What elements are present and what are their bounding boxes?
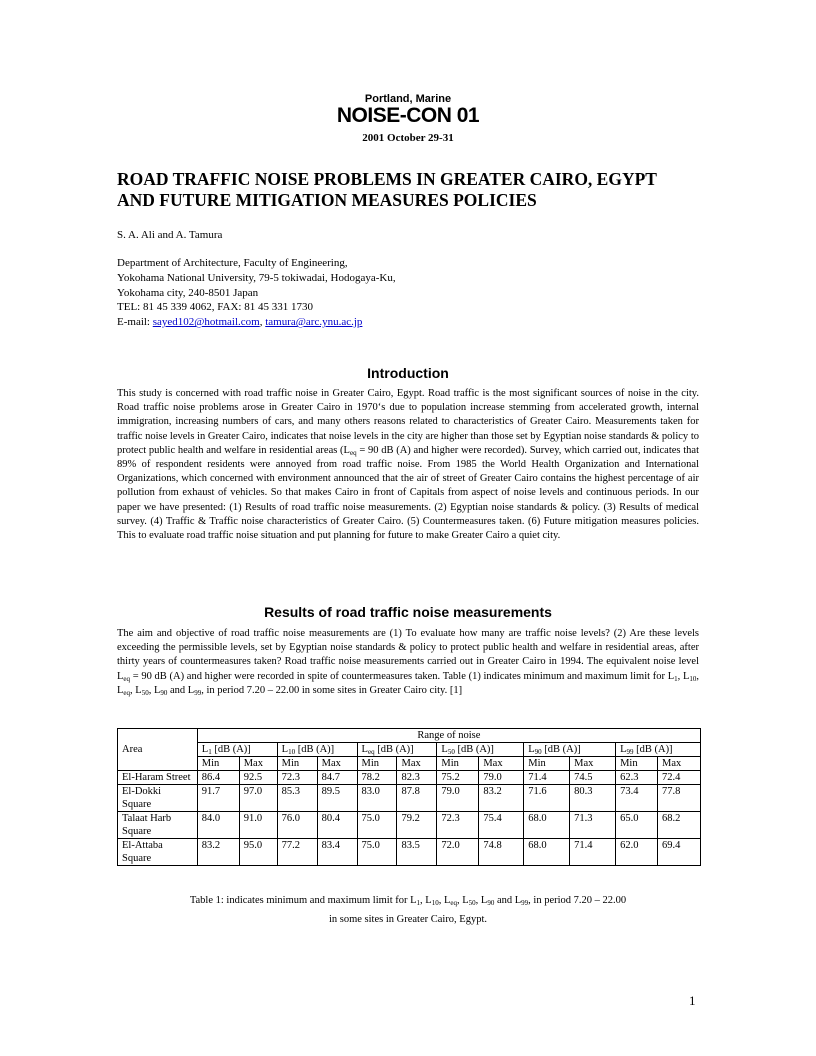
email-link-ali[interactable]: sayed102@hotmail.com [152,316,260,329]
noise-value: 75.4 [479,812,524,839]
max-header: Max [239,757,277,771]
noise-value: 79.0 [437,785,479,812]
noise-value: 76.0 [277,812,317,839]
noise-value: 83.5 [397,839,437,866]
contact-phone-fax: TEL: 81 45 339 4062, FAX: 81 45 331 1730 [117,301,313,314]
level-header: $L_{eq}$ [dB (A)] [357,743,437,757]
noise-value: 79.0 [479,771,524,785]
affiliation-line: Yokohama city, 240-8501 Japan [117,286,259,299]
noise-value: 75.2 [437,771,479,785]
noise-value: 72.0 [437,839,479,866]
level-header: $L_{10}$ [dB (A)] [277,743,357,757]
noise-value: 87.8 [397,785,437,812]
table-header-row [118,729,701,743]
noise-value: 83.4 [317,839,357,866]
introduction-paragraph: This study is concerned with road traffic noise in Greater Cairo, Egypt. Road traffic is the most significant sources of noise in the city. Road traffic noise problems arose in Greater Cairo in 1970‘s due to population increase stemming from accelerated growth, internal immigration, increasing numbers of cars, and many others reasons related to characteristics of Greater Cairo. Measurements taken for traffic noise levels in Greater Cairo, indicates that noise levels in the city are higher than those set by Egyptian noise standards & policy to protect public health and welfare in residential areas ($L_{eq} = 90$ dB (A) and higher were recorded). Survey, which carried out, indicates that 89% of respondent residents were annoyed from road traffic noise. From 1985 the World Health Organization and International Organizations, which concerned with environment announced that the air of street of Greater Cairo contains the highest percentage of air pollution from exhaust of vehicles. So that makes Cairo in front of Capitals from aspect of noise levels and continuous periods. In our paper we have presented: (1) Results of road traffic noise measurements. (2) Egyptian noise standards & policy. (3) Results of medical survey. (4) Traffic & Traffic noise characteristics of Greater Cairo. (5) Countermeasures taken. (6) Future mitigation measures policies. This to evaluate road traffic noise situation and put planning for future to make Greater Cairo a quiet city. [117,388,699,542]
noise-value: 75.0 [357,839,397,866]
noise-value: 78.2 [357,771,397,785]
max-header: Max [657,757,700,771]
paper-title [117,169,717,211]
results-paragraph: The aim and objective of road traffic noise measurements are (1) To evaluate how many are traffic noise levels? (2) Are these levels exceeding the permissible levels, set by Egyptian noise standards & policy to protect public health and welfare in residential areas, after thirty years of countermeasures taken? Road traffic noise measurements carried out in Greater Cairo in 1994. The equivalent noise level $L_{eq} = 90$ dB (A) and higher were recorded in spite of countermeasures taken. Table (1) indicates minimum and maximum limit for $L_1$, $L_{10}$, $L_{eq}$, $L_{50}$, $L_{90}$ and $L_{99}$, in period 7.20 – 22.00 in some sites in Greater Cairo city. [1] [117,628,699,697]
min-header: Min [616,757,658,771]
level-header: $L_{99}$ [dB (A)] [616,743,701,757]
area-name: El-Attaba Square [118,839,198,866]
max-header: Max [479,757,524,771]
range-header: Range of noise [197,729,700,743]
noise-value: 85.3 [277,785,317,812]
conference-name: NOISE-CON 01 [336,104,480,127]
noise-levels-table [117,728,701,866]
noise-value: 65.0 [616,812,658,839]
page-number: 1 [689,993,696,1008]
area-name: El-Haram Street [118,771,198,785]
table-row [118,785,701,812]
introduction-heading: Introduction [367,365,449,381]
noise-value: 79.2 [397,812,437,839]
noise-value: 73.4 [616,785,658,812]
noise-value: 97.0 [239,785,277,812]
conference-location: Portland, Marine [364,93,452,105]
max-header: Max [397,757,437,771]
min-header: Min [357,757,397,771]
noise-value: 80.3 [570,785,616,812]
results-heading: Results of road traffic noise measurements [264,604,552,620]
area-name: El-Dokki Square [118,785,198,812]
noise-value: 83.2 [197,839,239,866]
max-header: Max [317,757,357,771]
noise-value: 72.3 [277,771,317,785]
noise-value: 91.0 [239,812,277,839]
authors: S. A. Ali and A. Tamura [117,229,223,241]
noise-value: 72.4 [657,771,700,785]
noise-value: 69.4 [657,839,700,866]
paper-title-line-1: ROAD TRAFFIC NOISE PROBLEMS IN GREATER CAIRO, EGYPT [117,169,657,189]
noise-value: 92.5 [239,771,277,785]
noise-value: 75.0 [357,812,397,839]
table-caption-line-2: in some sites in Greater Cairo, Egypt. [328,914,488,925]
email-line: E-mail: sayed102@hotmail.com, tamura@arc.ynu.ac.jp [117,316,363,329]
noise-value: 71.3 [570,812,616,839]
noise-value: 62.3 [616,771,658,785]
noise-value: 71.4 [570,839,616,866]
email-label: E-mail: [117,316,150,329]
table-caption: Table 1: indicates minimum and maximum limit for $L_1$, $L_{10}$, $L_{eq}$, $L_{50}$, $L_{90}$ and $L_{99}$, in period 7.20 – 22.00 [189,895,627,907]
noise-value: 89.5 [317,785,357,812]
noise-value: 86.4 [197,771,239,785]
noise-value: 83.2 [479,785,524,812]
level-header: $L_1$ [dB (A)] [197,743,277,757]
min-header: Min [524,757,570,771]
noise-value: 82.3 [397,771,437,785]
table-row [118,812,701,839]
table-row [118,839,701,866]
noise-value: 77.2 [277,839,317,866]
noise-value: 83.0 [357,785,397,812]
min-header: Min [277,757,317,771]
affiliation-block [117,256,396,330]
min-header: Min [197,757,239,771]
level-header: $L_{50}$ [dB (A)] [437,743,524,757]
noise-value: 71.4 [524,771,570,785]
table-header-row [118,757,701,771]
affiliation-line: Department of Architecture, Faculty of Engineering, [117,257,348,269]
noise-value: 84.0 [197,812,239,839]
level-header: $L_{90}$ [dB (A)] [524,743,616,757]
noise-value: 95.0 [239,839,277,866]
noise-value: 62.0 [616,839,658,866]
noise-value: 80.4 [317,812,357,839]
affiliation-line: Yokohama National University, 79-5 tokiwadai, Hodogaya-Ku, [117,271,396,284]
noise-value: 68.2 [657,812,700,839]
noise-value: 68.0 [524,812,570,839]
noise-value: 71.6 [524,785,570,812]
noise-value: 74.5 [570,771,616,785]
noise-value: 72.3 [437,812,479,839]
noise-value: 68.0 [524,839,570,866]
noise-value: 84.7 [317,771,357,785]
noise-value: 77.8 [657,785,700,812]
paper-title-line-2: AND FUTURE MITIGATION MEASURES POLICIES [117,190,537,210]
min-header: Min [437,757,479,771]
area-name: Talaat Harb Square [118,812,198,839]
noise-value: 74.8 [479,839,524,866]
email-link-tamura[interactable]: tamura@arc.ynu.ac.jp [265,316,363,329]
table-header-row [118,743,701,757]
table-row [118,771,701,785]
conference-date: 2001 October 29-31 [362,132,454,144]
noise-value: 91.7 [197,785,239,812]
max-header: Max [570,757,616,771]
area-header: Area [118,729,198,771]
